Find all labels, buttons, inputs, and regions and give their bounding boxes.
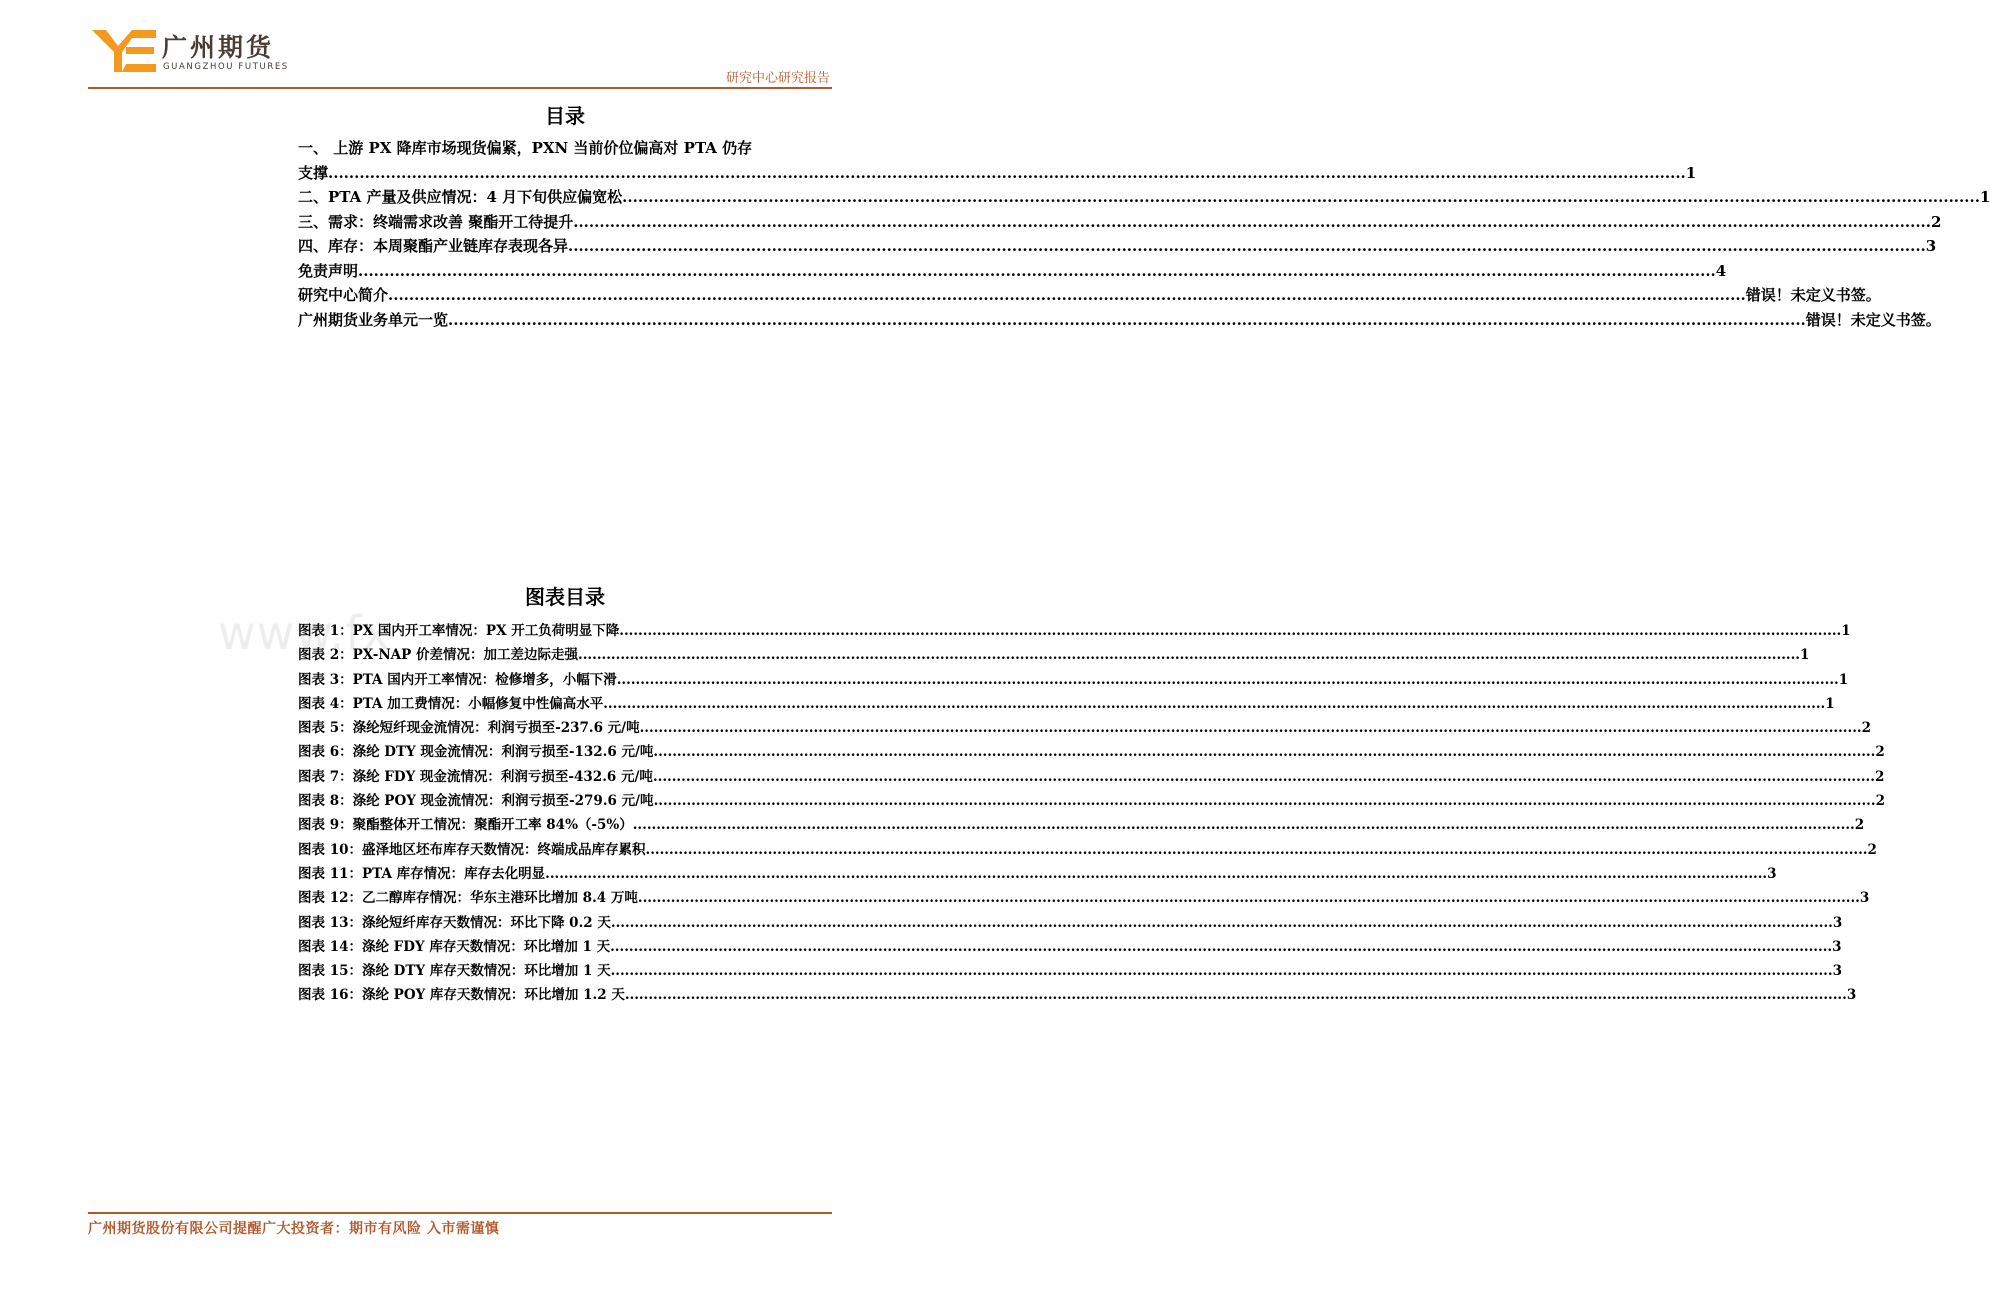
figure-entry-text: 图表 7：涤纶 FDY 现金流情况：利润亏损至-432.6 元/吨	[298, 768, 653, 785]
figure-entry-12[interactable]	[298, 886, 1870, 910]
figure-entry-leader-dots: ....................................................................................................................................................................................................................................................................	[616, 671, 1839, 688]
toc-entry-text: 四、库存：本周聚酯产业链库存表现各异	[298, 237, 569, 255]
page-header	[0, 0, 920, 90]
figure-entry-page-number: 1	[1825, 695, 1835, 712]
figure-entry-leader-dots: ....................................................................................................................................................................................................................................................................	[624, 987, 1847, 1004]
company-name-en: GUANGZHOU FUTURES	[163, 62, 289, 72]
figure-entry-leader-dots: ....................................................................................................................................................................................................................................................................	[637, 890, 1860, 907]
figure-entry-text: 图表 11：PTA 库存情况：库存去化明显	[298, 865, 546, 882]
toc-entry-3[interactable]	[298, 210, 1942, 235]
figure-entry-leader-dots: ....................................................................................................................................................................................................................................................................	[619, 623, 1842, 639]
figure-entry-15[interactable]	[298, 959, 1842, 983]
figure-entry-text: 图表 4：PTA 加工费情况：小幅修复中性偏高水平	[298, 695, 604, 712]
figure-entry-leader-dots: ....................................................................................................................................................................................................................................................................	[578, 647, 1801, 664]
toc-title: 目录	[545, 104, 585, 128]
figure-entry-text: 图表 9：聚酯整体开工情况：聚酯开工率 84%（-5%）	[298, 817, 633, 834]
company-logo-icon	[92, 30, 156, 72]
figure-entry-text: 图表 14：涤纶 FDY 库存天数情况：环比增加 1 天	[298, 938, 611, 955]
toc-entry-page-number: 错误！未定义书签。	[1805, 310, 1941, 329]
toc-entry-page-number: 1	[1979, 188, 1990, 206]
figure-entry-leader-dots: ....................................................................................................................................................................................................................................................................	[653, 744, 1876, 761]
toc-entry-leader-dots: ....................................................................................................................................................................................................................................................................	[568, 237, 1926, 255]
figure-entry-text: 图表 3：PTA 国内开工率情况：检修增多，小幅下滑	[298, 671, 617, 688]
toc-entry-text: 免责声明	[298, 261, 359, 280]
figure-entry-6[interactable]	[298, 740, 1885, 764]
figure-list-title: 图表目录	[525, 585, 605, 609]
figure-entry-page-number: 1	[1800, 647, 1810, 664]
figure-entry-leader-dots: ....................................................................................................................................................................................................................................................................	[545, 865, 1768, 882]
figure-entry-4[interactable]	[298, 692, 1835, 716]
toc-entry-page-number: 4	[1715, 261, 1727, 280]
figure-entry-13[interactable]	[298, 911, 1843, 935]
figure-entry-leader-dots: ....................................................................................................................................................................................................................................................................	[645, 841, 1868, 858]
figure-entry-5[interactable]	[298, 716, 1872, 740]
figure-entry-page-number: 2	[1861, 720, 1872, 737]
company-name-cn: 广州期货	[162, 33, 275, 62]
toc-entry-page-number: 2	[1931, 212, 1942, 231]
toc-entry-1[interactable]	[298, 161, 1697, 186]
figure-entry-14[interactable]	[298, 935, 1842, 959]
toc-entry-text: 广州期货业务单元一览	[298, 310, 449, 329]
table-of-contents	[298, 136, 1990, 332]
report-type-label: 研究中心研究报告	[725, 71, 830, 86]
figure-entry-page-number: 2	[1875, 793, 1885, 810]
figure-entry-text: 图表 15：涤纶 DTY 库存天数情况：环比增加 1 天	[298, 963, 611, 980]
figure-entry-10[interactable]	[298, 838, 1877, 862]
figure-entry-leader-dots: ....................................................................................................................................................................................................................................................................	[639, 720, 1862, 737]
figure-entry-text: 图表 10：盛泽地区坯布库存天数情况：终端成品库存累积	[298, 841, 646, 858]
figure-entry-text: 图表 12：乙二醇库存情况：华东主港环比增加 8.4 万吨	[298, 890, 638, 907]
figure-entry-16[interactable]	[298, 983, 1857, 1007]
figure-entry-2[interactable]	[298, 643, 1810, 667]
toc-entry-leader-dots: ....................................................................................................................................................................................................................................................................	[358, 261, 1716, 280]
figure-entry-leader-dots: ....................................................................................................................................................................................................................................................................	[610, 914, 1833, 931]
figure-entry-leader-dots: ....................................................................................................................................................................................................................................................................	[603, 695, 1826, 712]
figure-entry-leader-dots: ....................................................................................................................................................................................................................................................................	[653, 793, 1876, 810]
toc-entry-5[interactable]	[298, 259, 1727, 284]
figure-entry-9[interactable]	[298, 813, 1865, 837]
watermark: www.fx	[218, 606, 391, 660]
figure-entry-page-number: 3	[1767, 865, 1777, 882]
figure-entry-leader-dots: ....................................................................................................................................................................................................................................................................	[610, 963, 1833, 980]
toc-entry-page-number: 3	[1925, 237, 1937, 255]
figure-entry-page-number: 3	[1832, 963, 1842, 980]
figure-entry-11[interactable]	[298, 862, 1777, 886]
toc-entry-text: 二、PTA 产量及供应情况：4 月下旬供应偏宽松	[298, 188, 623, 206]
toc-entry-leader-dots: ....................................................................................................................................................................................................................................................................	[622, 188, 1980, 206]
figure-entry-page-number: 3	[1832, 938, 1842, 955]
toc-entry-leader-dots: ....................................................................................................................................................................................................................................................................	[573, 212, 1931, 231]
toc-entry-2[interactable]	[298, 185, 1990, 210]
figure-entry-page-number: 1	[1838, 671, 1849, 688]
figure-entry-page-number: 2	[1854, 817, 1865, 834]
toc-entry-4[interactable]	[298, 234, 1937, 259]
figure-entry-leader-dots: ....................................................................................................................................................................................................................................................................	[632, 817, 1855, 834]
toc-entry-text: 研究中心简介	[298, 286, 389, 304]
figure-entry-text: 图表 2：PX-NAP 价差情况：加工差边际走强	[298, 647, 579, 664]
toc-entry-1-line-1[interactable]: 一、 上游 PX 降库市场现货偏紧，PXN 当前价位偏高对 PTA 仍存	[298, 139, 753, 157]
figure-entry-text: 图表 16：涤纶 POY 库存天数情况：环比增加 1.2 天	[298, 987, 625, 1004]
footer-divider	[88, 1212, 832, 1214]
toc-entry-6[interactable]	[298, 283, 1881, 308]
toc-entry-page-number: 1	[1685, 163, 1697, 182]
header-divider	[88, 87, 832, 89]
figure-entry-text: 图表 8：涤纶 POY 现金流情况：利润亏损至-279.6 元/吨	[298, 793, 654, 810]
figure-entry-text: 图表 6：涤纶 DTY 现金流情况：利润亏损至-132.6 元/吨	[298, 744, 654, 761]
figure-entry-page-number: 2	[1875, 744, 1885, 761]
figure-entry-text: 图表 13：涤纶短纤库存天数情况：环比下降 0.2 天	[298, 914, 611, 931]
toc-entry-page-number: 错误！未定义书签。	[1745, 286, 1881, 304]
figure-list	[298, 619, 1885, 1008]
figure-entry-leader-dots: ....................................................................................................................................................................................................................................................................	[652, 768, 1875, 785]
toc-entry-leader-dots: ....................................................................................................................................................................................................................................................................	[328, 163, 1686, 182]
figure-entry-8[interactable]	[298, 789, 1885, 813]
figure-entry-3[interactable]	[298, 668, 1849, 692]
figure-entry-page-number: 3	[1846, 987, 1857, 1004]
figure-entry-text: 图表 5：涤纶短纤现金流情况：利润亏损至-237.6 元/吨	[298, 720, 640, 737]
figure-entry-page-number: 2	[1867, 841, 1877, 858]
figure-entry-page-number: 3	[1832, 914, 1843, 931]
figure-entry-page-number: 1	[1841, 623, 1851, 639]
figure-entry-7[interactable]	[298, 765, 1885, 789]
toc-entry-text: 三、需求：终端需求改善 聚酯开工待提升	[298, 212, 574, 231]
figure-entry-text: 图表 1：PX 国内开工率情况：PX 开工负荷明显下降	[298, 623, 620, 639]
toc-entry-7[interactable]	[298, 308, 1941, 333]
footer-disclaimer: 广州期货股份有限公司提醒广大投资者：期市有风险 入市需谨慎	[88, 1221, 500, 1237]
figure-entry-page-number: 2	[1874, 768, 1885, 785]
toc-entry-leader-dots: ....................................................................................................................................................................................................................................................................	[448, 310, 1806, 329]
toc-entry-leader-dots: ....................................................................................................................................................................................................................................................................	[388, 286, 1746, 304]
figure-entry-leader-dots: ....................................................................................................................................................................................................................................................................	[610, 938, 1833, 955]
figure-entry-page-number: 3	[1859, 890, 1870, 907]
figure-entry-1[interactable]	[298, 619, 1851, 643]
toc-entry-text: 支撑	[298, 163, 329, 182]
